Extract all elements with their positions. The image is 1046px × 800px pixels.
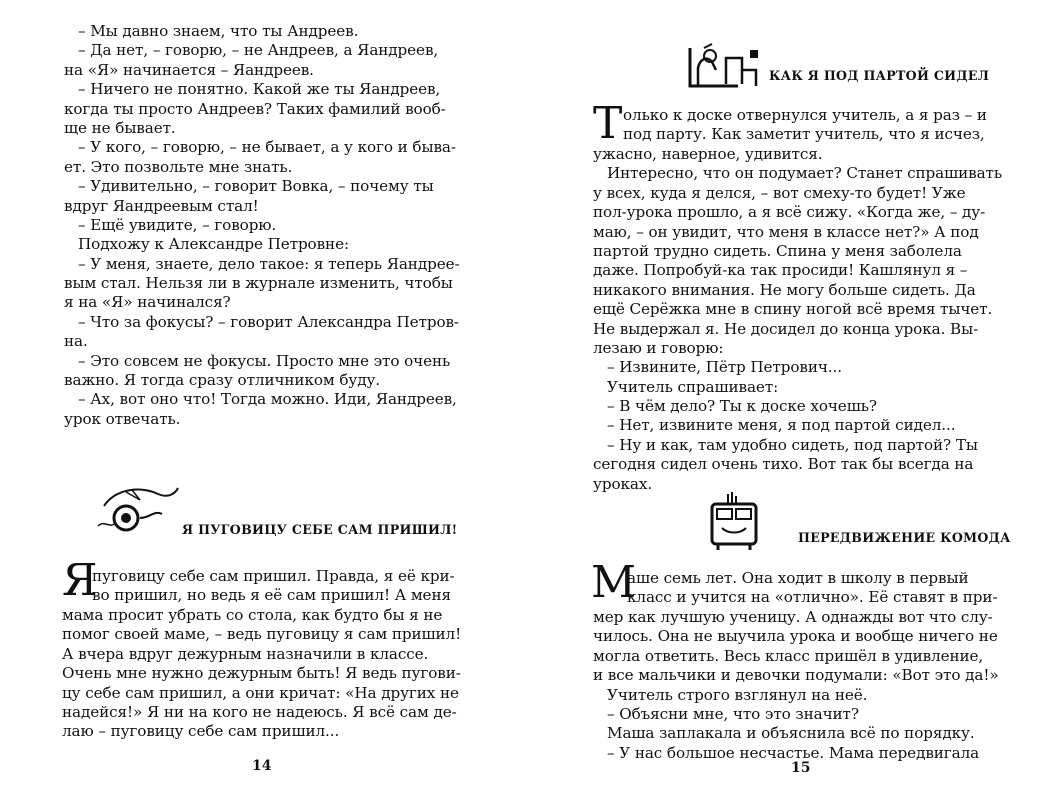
text-line: мер как лучшую ученицу. А однажды вот что слу- [593,608,993,626]
text-line: урок отвечать. [64,409,181,428]
text-line: – У меня, знаете, дело такое: я теперь Яандрее- [78,254,460,273]
text-line: класс и учится на «отлично». Её ставят в при- [627,588,998,607]
right-page [523,0,1046,800]
text-line: когда ты просто Андреев? Таких фамилий вооб- [64,99,446,118]
story-title-under-desk: КАК Я ПОД ПАРТОЙ СИДЕЛ [769,68,990,83]
text-line: – Ну и как, там удобно сидеть, под партой? Ты [607,435,978,454]
text-line: олько к доске отвернулся учитель, а я раз – и [623,106,987,124]
story1-first-lines [623,106,987,145]
dropcap-ya: Я [62,555,98,606]
story1-text [593,145,1002,494]
text-line: пол-урока прошло, а я всё сижу. «Когда же, – ду- [593,203,986,222]
story-title-dresser: ПЕРЕДВИЖЕНИЕ КОМОДА [798,530,1011,545]
text-line: – Мы давно знаем, что ты Андреев. [78,22,359,40]
text-line: никакого внимания. Не могу больше сидеть. Да [593,280,976,299]
text-line: Не выдержал я. Не досидел до конца урока. Вы- [593,319,979,338]
text-line: я на «Я» начинался? [64,293,231,312]
dresser-illustration [708,492,760,552]
text-line: А вчера вдруг дежурным назначили в классе. [62,644,429,663]
text-line: – Ещё увидите, – говорю. [78,215,277,234]
text-line: ужасно, наверное, удивится. [593,145,823,163]
text-line: сегодня сидел очень тихо. Вот так бы всегда на [593,455,974,474]
text-line: цу себе сам пришил, а они кричат: «На других не [62,683,459,702]
text-line: вым стал. Нельзя ли в журнале изменить, чтобы [64,274,453,293]
text-line: во пришил, но ведь я её сам пришил! А меня [92,586,451,605]
page-number-left: 14 [252,758,272,774]
text-line: Подхожу к Александре Петровне: [78,235,349,254]
text-line: под парту. Как заметит учитель, что я исчез, [623,125,985,144]
text-line: – Удивительно, – говорит Вовка, – почему ты [78,177,434,196]
text-line: маю, – он увидит, что меня в классе нет?» А под [593,222,979,241]
text-line: ещё Серёжка мне в спину ногой всё время тычет. [593,300,993,319]
text-line: на «Я» начинается – Яандреев. [64,60,314,79]
desk-illustration [686,40,762,90]
text-line: – У кого, – говорю, – не бывает, а у кого и быва- [78,138,456,157]
story-first-lines [92,567,455,606]
text-line: лаю – пуговицу себе сам пришил... [62,722,340,741]
text-line: у всех, куда я делся, – вот смеху-то будет! Уже [593,183,966,202]
text-line: – У нас большое несчастье. Мама передвигала [607,743,980,762]
text-line: мама просит убрать со стола, как будто бы я не [62,606,443,624]
dropcap-t: Т [593,98,623,149]
text-line: Маша заплакала и объяснила всё по порядку. [607,724,975,743]
text-line: даже. Попробуй-ка так просиди! Кашлянул я – [593,261,968,280]
text-line: важно. Я тогда сразу отличником буду. [64,371,381,390]
story-title-button: Я ПУГОВИЦУ СЕБЕ САМ ПРИШИЛ! [182,522,458,537]
text-line: пуговицу себе сам пришил. Правда, я её кри- [92,567,455,585]
text-line: Учитель спрашивает: [607,377,779,396]
text-line: вдруг Яандреевым стал! [64,196,259,215]
text-line: – Объясни мне, что это значит? [607,704,859,723]
text-line: могла ответить. Весь класс пришёл в удивление, [593,646,984,665]
text-line: лезаю и говорю: [593,338,724,357]
text-line: – Извините, Пётр Петрович... [607,358,842,377]
text-line: – В чём дело? Ты к доске хочешь? [607,397,877,416]
text-line: ще не бывает. [64,118,176,137]
text-line: уроках. [593,474,653,493]
text-line: – Что за фокусы? – говорит Александра Петров- [78,312,459,331]
story2-first-lines [627,569,997,608]
text-line: чилось. Она не выучила урока и вообще ничего не [593,627,998,646]
text-line: на. [64,332,88,351]
text-line: партой трудно сидеть. Спина у меня заболела [593,241,962,260]
button-thread-illustration [96,484,180,536]
left-top-text [64,22,460,429]
text-line: – Это совсем не фокусы. Просто мне это очень [78,351,451,370]
text-line: Очень мне нужно дежурным быть! Я ведь пугови- [62,664,461,683]
text-line: – Да нет, – говорю, – не Андреев, а Яандреев, [78,41,439,60]
dropcap-m: М [591,557,637,608]
text-line: Учитель строго взглянул на неё. [607,685,868,704]
story-text [62,606,461,742]
text-line: аше семь лет. Она ходит в школу в первый [627,569,969,587]
text-line: надейся!» Я ни на кого не надеюсь. Я всё сам де- [62,702,457,721]
text-line: ет. Это позвольте мне знать. [64,157,293,176]
text-line: – Нет, извините меня, я под партой сидел... [607,416,956,435]
page-number-right: 15 [791,760,811,776]
text-line: помог своей маме, – ведь пуговицу я сам пришил! [62,625,462,644]
text-line: – Ах, вот оно что! Тогда можно. Иди, Яандреев, [78,390,457,409]
story2-text [593,608,999,763]
text-line: – Ничего не понятно. Какой же ты Яандреев, [78,80,441,99]
text-line: Интересно, что он подумает? Станет спрашивать [607,164,1003,183]
text-line: и все мальчики и девочки подумали: «Вот это да!» [593,666,999,685]
